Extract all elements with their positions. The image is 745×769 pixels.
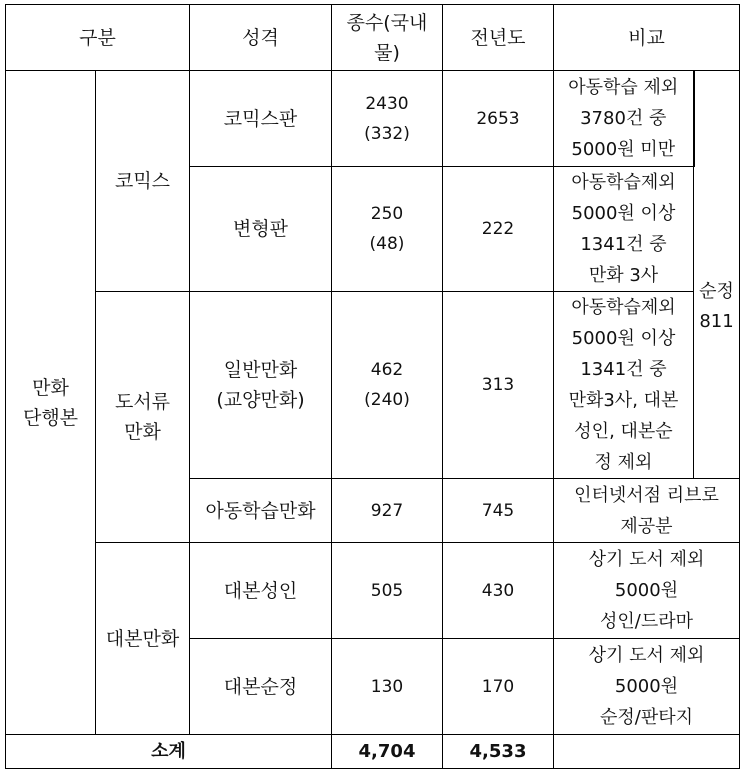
prev-year-cell: 313	[443, 292, 554, 479]
header-prev-year: 전년도	[443, 5, 554, 71]
compare-cell: 아동학습제외 5000원 이상 1341건 중 만화3사, 대본 성인, 대본순 정 제외	[554, 292, 694, 479]
side-note-cell	[694, 167, 740, 479]
nature-cell: 코믹스판	[190, 71, 332, 167]
subtotal-count: 4,704	[332, 735, 443, 769]
header-nature: 성격	[190, 5, 332, 71]
comic-statistics-table-wrapper	[5, 4, 739, 766]
nature-cell: 대본성인	[190, 543, 332, 639]
nature-cell: 변형판	[190, 167, 332, 292]
subgroup-rental: 대본만화	[96, 543, 190, 735]
count-cell: 927	[332, 479, 443, 543]
table-row	[6, 292, 740, 479]
subtotal-compare	[554, 735, 740, 769]
header-row	[6, 5, 740, 71]
compare-cell: 상기 도서 제외 5000원 순정/판타지	[554, 639, 740, 735]
count-cell: 250 (48)	[332, 167, 443, 292]
nature-cell: 대본순정	[190, 639, 332, 735]
count-cell: 462 (240)	[332, 292, 443, 479]
prev-year-cell: 170	[443, 639, 554, 735]
table-row	[6, 543, 740, 639]
compare-cell: 아동학습제외 5000원 이상 1341건 중 만화 3사	[554, 167, 694, 292]
table-row	[6, 71, 740, 167]
header-compare: 비교	[554, 5, 740, 71]
count-cell: 130	[332, 639, 443, 735]
compare-cell: 인터넷서점 리브로 제공분	[554, 479, 740, 543]
count-cell: 2430 (332)	[332, 71, 443, 167]
side-note-top-blank	[694, 71, 740, 167]
subtotal-label: 소계	[6, 735, 332, 769]
header-category: 구분	[6, 5, 190, 71]
subgroup-comics: 코믹스	[96, 71, 190, 292]
prev-year-cell: 2653	[443, 71, 554, 167]
nature-cell: 아동학습만화	[190, 479, 332, 543]
prev-year-cell: 222	[443, 167, 554, 292]
side-note-text: 순정 811	[699, 280, 734, 332]
count-cell: 505	[332, 543, 443, 639]
prev-year-cell: 745	[443, 479, 554, 543]
prev-year-cell: 430	[443, 543, 554, 639]
nature-cell: 일반만화 (교양만화)	[190, 292, 332, 479]
comic-statistics-table	[5, 4, 740, 769]
compare-cell: 상기 도서 제외 5000원 성인/드라마	[554, 543, 740, 639]
subgroup-book-type: 도서류 만화	[96, 292, 190, 543]
group-cell: 만화 단행본	[6, 71, 96, 735]
subtotal-prev-year: 4,533	[443, 735, 554, 769]
compare-cell: 아동학습 제외 3780건 중 5000원 미만	[554, 71, 694, 167]
header-count: 종수(국내 물)	[332, 5, 443, 71]
subtotal-row	[6, 735, 740, 769]
